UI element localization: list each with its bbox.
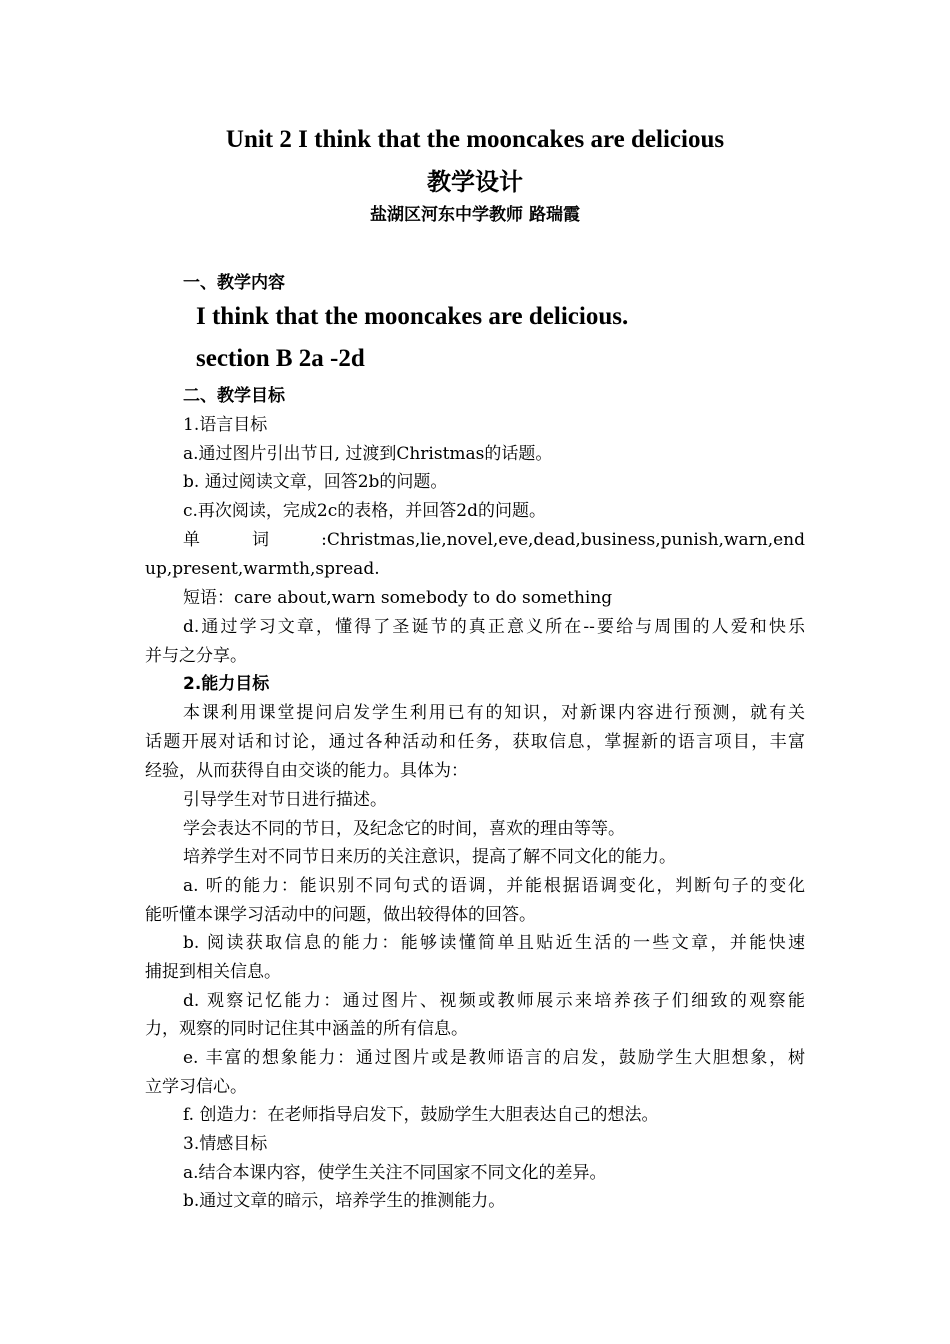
ability-a-line-1: a. 听的能力：能识别不同句式的语调，并能根据语调变化，判断句子的变化 (183, 876, 805, 896)
ability-paragraph-line-2: 话题开展对话和讨论，通过各种活动和任务，获取信息，掌握新的语言项目，丰富 (145, 732, 805, 752)
ability-d-line-1: d. 观察记忆能力：通过图片、视频或教师展示来培养孩子们细致的观察能 (183, 991, 805, 1011)
subheading-emotion-goals: 3.情感目标 (183, 1134, 268, 1154)
ability-b-line-1: b. 阅读获取信息的能力：能够读懂简单且贴近生活的一些文章，并能快速 (183, 933, 805, 953)
section-heading-objectives: 二、教学目标 (183, 386, 285, 406)
lesson-section: section B 2a -2d (196, 345, 365, 372)
ability-item-culture: 培养学生对不同节日来历的关注意识，提高了解不同文化的能力。 (183, 847, 676, 867)
vocabulary-line-1: 单 词 :Christmas,lie,novel,eve,dead,business,punish,warn,end (183, 530, 805, 550)
document-title-chinese: 教学设计 (427, 168, 523, 196)
ability-paragraph-line-3: 经验，从而获得自由交谈的能力。具体为： (145, 761, 468, 781)
ability-e-line-1: e. 丰富的想象能力：通过图片或是教师语言的启发，鼓励学生大胆想象，树 (183, 1048, 805, 1068)
ability-item-express: 学会表达不同的节日，及纪念它的时间，喜欢的理由等等。 (183, 819, 625, 839)
subheading-language-goals: 1.语言目标 (183, 415, 268, 435)
lesson-sentence: I think that the mooncakes are delicious. (196, 303, 629, 330)
subheading-ability-goals: 2.能力目标 (183, 674, 270, 694)
vocabulary-line-2: up,present,warmth,spread. (145, 559, 380, 579)
emotion-goal-a: a.结合本课内容，使学生关注不同国家不同文化的差异。 (183, 1163, 607, 1183)
document-author: 盐湖区河东中学教师 路瑞霞 (370, 205, 580, 225)
language-goal-a: a.通过图片引出节日, 过渡到Christmas的话题。 (183, 444, 553, 464)
language-goal-c: c.再次阅读，完成2c的表格，并回答2d的问题。 (183, 501, 546, 521)
ability-d-line-2: 力，观察的同时记住其中涵盖的所有信息。 (145, 1019, 468, 1039)
phrases-line: 短语：care about,warn somebody to do something (183, 588, 613, 608)
ability-f: f. 创造力：在老师指导启发下，鼓励学生大胆表达自己的想法。 (183, 1105, 659, 1125)
document-title-english: Unit 2 I think that the mooncakes are delicious (225, 126, 725, 153)
ability-a-line-2: 能听懂本课学习活动中的问题，做出较得体的回答。 (145, 905, 536, 925)
emotion-goal-b: b.通过文章的暗示，培养学生的推测能力。 (183, 1191, 506, 1211)
ability-item-describe: 引导学生对节日进行描述。 (183, 790, 387, 810)
language-goal-d-line-2: 并与之分享。 (145, 646, 247, 666)
language-goal-b: b. 通过阅读文章，回答2b的问题。 (183, 472, 448, 492)
ability-e-line-2: 立学习信心。 (145, 1077, 247, 1097)
section-heading-content: 一、教学内容 (183, 273, 285, 293)
language-goal-d-line-1: d.通过学习文章，懂得了圣诞节的真正意义所在--要给与周围的人爱和快乐 (183, 617, 805, 637)
ability-b-line-2: 捕捉到相关信息。 (145, 962, 281, 982)
ability-paragraph-line-1: 本课利用课堂提问启发学生利用已有的知识，对新课内容进行预测，就有关 (183, 703, 805, 723)
